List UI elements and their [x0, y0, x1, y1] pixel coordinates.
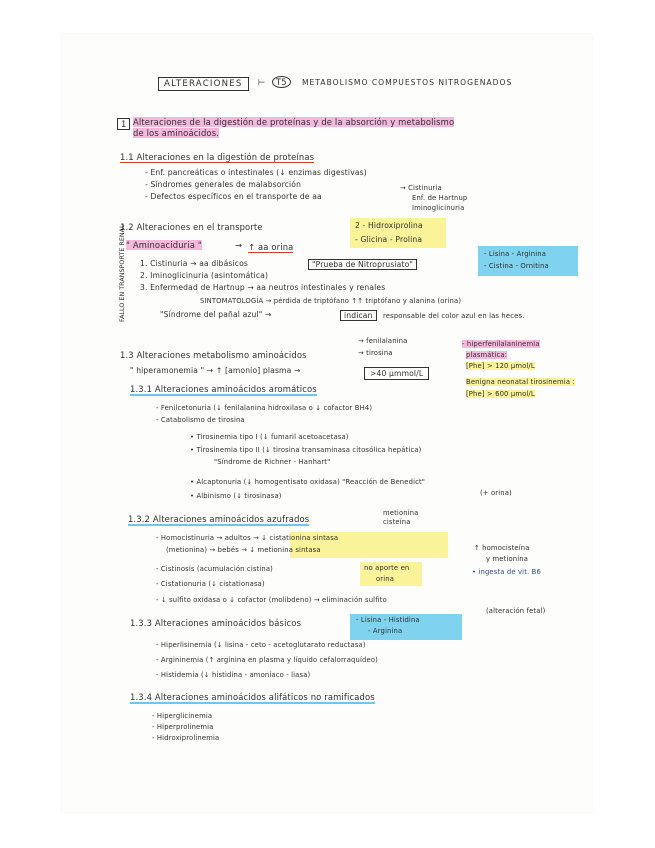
note-text: >40 μmmol/L	[364, 367, 429, 380]
note-text: - Glicina - Prolina	[355, 235, 423, 244]
note-text: orina	[376, 575, 395, 583]
list-item: - Hidroxiprolinemia	[152, 734, 220, 742]
list-item: - Hiperlisinemia (↓ lisina - ceto - acetoglutarato reductasa)	[156, 641, 366, 649]
hyperamonemia-line: " hiperamonemia " → ↑ [amonio] plasma →	[130, 366, 301, 375]
note-text: plasmática:	[466, 351, 508, 359]
note-text: SINTOMATOLOGÍA → pérdida de triptófano ↑↑ triptófano y alanina (orina)	[200, 297, 462, 305]
note-text: [Phe] > 600 μmol/L	[466, 390, 535, 398]
list-item: • Albinismo (↓ tirosinasa)	[190, 492, 282, 500]
note-text: ↑ aa orina	[248, 242, 294, 252]
list-item: - ↓ sulfito oxidasa o ↓ cofactor (molibdeno) → eliminación sulfito	[156, 596, 387, 604]
note-text: no aporte en	[364, 564, 410, 572]
list-item: 3. Enfermedad de Hartnup → aa neutros intestinales y renales	[140, 283, 386, 292]
list-item: → Cistinuria	[400, 184, 442, 192]
note-text: - Cistina - Ornitina	[484, 262, 549, 270]
list-item: • Tirosinemia tipo II (↓ tirosina transaminasa citosólica hepática)	[190, 446, 422, 454]
list-item: - Cistationuria (↓ cistationasa)	[156, 580, 265, 588]
list-item: - Hiperglicinemia	[152, 712, 213, 720]
list-item: cisteína	[383, 518, 411, 526]
list-item: - Catabolismo de tirosina	[156, 416, 245, 424]
note-text: - Lisina - Histidina	[356, 616, 420, 624]
list-item: 1. Cistinuria → aa dibásicos	[140, 259, 248, 268]
title-arrow: ⊢	[258, 77, 266, 87]
aminoaciduria-label: " Aminoaciduria "	[126, 240, 202, 250]
bullet-text: - Síndromes generales de malabsorción	[145, 180, 302, 189]
list-item: - Fenilcetonuria (↓ fenilalanina hidroxilasa o ↓ cofactor BH4)	[156, 404, 373, 412]
section-title-line1: Alteraciones de la digestión de proteínas y de la absorción y metabolismo	[133, 117, 455, 127]
section-number: 1	[117, 118, 130, 130]
note-text: "Síndrome de Richner - Hanhart"	[214, 458, 331, 466]
bullet-text: - Defectos específicos en el transporte de aa	[145, 192, 322, 201]
note-text: Benigna neonatal tirosinemia :	[466, 378, 575, 386]
note-text: - Lisina - Arginina	[484, 250, 547, 258]
subsection-1-1-title: 1.1 Alteraciones en la digestión de proteínas	[120, 152, 315, 162]
list-item: • Alcaptonuria (↓ homogentisato oxidasa) "Reacción de Benedict"	[190, 478, 426, 486]
note-text: y metionina	[486, 555, 529, 563]
topic-badge: T5	[272, 76, 291, 88]
note-text: "Prueba de Nitroprusiato"	[308, 259, 417, 270]
arrow: →	[235, 240, 243, 250]
subsection-1-3-3-title: 1.3.3 Alteraciones aminoácidos básicos	[130, 618, 302, 628]
note-text: [Phe] > 120 μmol/L	[466, 362, 535, 370]
list-item: - Histidemia (↓ histidina - amoníaco - liasa)	[156, 671, 311, 679]
note-text: (+ orina)	[480, 489, 512, 497]
list-item: 2. Iminoglicinuria (asintomática)	[140, 271, 269, 280]
note-text: - hiperfenilalaninemia	[462, 340, 540, 348]
title-box: ALTERACIONES	[158, 77, 249, 91]
note-text: (alteración fetal)	[486, 607, 546, 615]
note-text: - Arginina	[368, 627, 403, 635]
list-item: → fenilalanina	[358, 337, 408, 345]
list-item: - Homocistinuria → adultos → ↓ cistationina sintasa	[156, 534, 339, 542]
subsection-1-3-4-title: 1.3.4 Alteraciones aminoácidos alifáticos no ramificados	[130, 692, 375, 702]
list-item: metionina	[383, 509, 419, 517]
list-item: Enf. de Hartnup	[412, 194, 468, 202]
subsection-1-3-2-title: 1.3.2 Alteraciones aminoácidos azufrados	[128, 514, 310, 524]
note-text: responsable del color azul en las heces.	[383, 312, 525, 320]
note-text: • ingesta de vit. B6	[472, 568, 541, 576]
subsection-1-3-title: 1.3 Alteraciones metabolismo aminoácidos	[120, 350, 307, 360]
note-text: indican	[340, 310, 377, 321]
subsection-1-3-1-title: 1.3.1 Alteraciones aminoácidos aromáticos	[130, 384, 317, 394]
list-item: • Tirosinemia tipo I (↓ fumaril acetoacetasa)	[190, 433, 349, 441]
list-item: - Hiperprolinemia	[152, 723, 214, 731]
list-item: (metionina) → bebés → ↓ metionina sintasa	[166, 546, 321, 554]
section-title-line2: de los aminoácidos.	[133, 128, 220, 138]
list-item: → tirosina	[358, 349, 393, 357]
bullet-text: - Enf. pancreáticas o intestinales (↓ enzimas digestivas)	[145, 168, 367, 177]
note-text: 2 - Hidroxiprolina	[355, 221, 423, 230]
subsection-1-2-title: 1.2 Alteraciones en el transporte	[120, 222, 263, 232]
note-text: ↑ homocisteína	[474, 544, 530, 552]
list-item: - Argininemia (↑ arginina en plasma y líquido cefalorraquídeo)	[156, 656, 378, 664]
note-text: "Síndrome del pañal azul" →	[160, 310, 272, 319]
list-item: - Cistinosis (acumulación cistina)	[156, 565, 273, 573]
side-label: FALLO EN TRANSPORTE RENAL	[118, 224, 126, 322]
page-subtitle: METABOLISMO COMPUESTOS NITROGENADOS	[302, 78, 513, 87]
list-item: Iminoglicinuria	[412, 204, 465, 212]
